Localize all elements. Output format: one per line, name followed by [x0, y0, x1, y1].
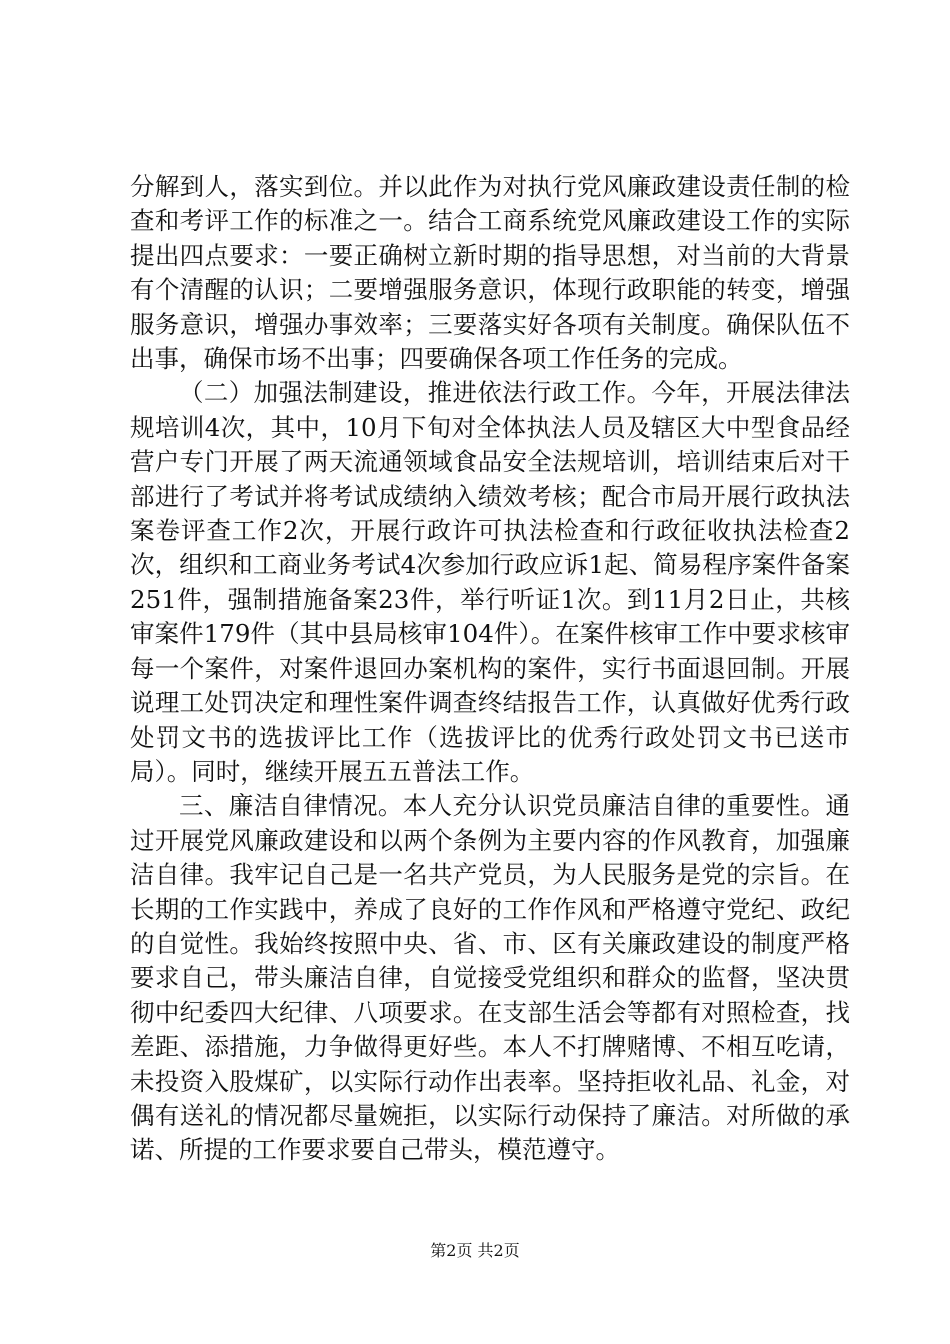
paragraph-legal-construction: （二）加强法制建设，推进依法行政工作。今年，开展法律法规培训4次，其中，10月下旬对全体执法人员及辖区大中型食品经营户专门开展了两天流通领域食品安全法规培训，培训结束后对干部进行了考试并将考试成绩纳入绩效考核；配合市局开展行政执法案卷评查工作2次，开展行政许可执法检查和行政征收执法检查2次，组织和工商业务考试4次参加行政应诉1起、简易程序案件备案251件，强制措施备案23件，举行听证1次。到11月2日止，共核审案件179件（其中县局核审104件）。在案件核审工作中要求核审每一个案件，对案件退回办案机构的案件，实行书面退回制。开展说理工处罚决定和理性案件调查终结报告工作，认真做好优秀行政处罚文书的选拔评比工作（选拔评比的优秀行政处罚文书已送市局）。同时，继续开展五五普法工作。 — [130, 378, 850, 786]
paragraph-continuation: 分解到人，落实到位。并以此作为对执行党风廉政建设责任制的检查和考评工作的标准之一。结合工商系统党风廉政建设工作的实际提出四点要求：一要正确树立新时期的指导思想，对当前的大背景有个清醒的认识；二要增强服务意识，体现行政职能的转变，增强服务意识，增强办事效率；三要落实好各项有关制度。确保队伍不出事，确保市场不出事；四要确保各项工作任务的完成。 — [130, 172, 850, 374]
paragraph-self-discipline: 三、廉洁自律情况。本人充分认识党员廉洁自律的重要性。通过开展党风廉政建设和以两个条例为主要内容的作风教育，加强廉洁自律。我牢记自己是一名共产党员，为人民服务是党的宗旨。在长期的工作实践中，养成了良好的工作作风和严格遵守党纪、政纪的自觉性。我始终按照中央、省、市、区有关廉政建设的制度严格要求自己，带头廉洁自律，自觉接受党组织和群众的监督，坚决贯彻中纪委四大纪律、八项要求。在支部生活会等都有对照检查，找差距、添措施，力争做得更好些。本人不打牌赌博、不相互吃请，未投资入股煤矿，以实际行动作出表率。坚持拒收礼品、礼金，对偶有送礼的情况都尽量婉拒，以实际行动保持了廉洁。对所做的承诺、所提的工作要求要自己带头，模范遵守。 — [130, 791, 850, 1165]
page-footer: 第2页 共2页 — [430, 1241, 520, 1260]
document-body — [130, 170, 850, 1168]
